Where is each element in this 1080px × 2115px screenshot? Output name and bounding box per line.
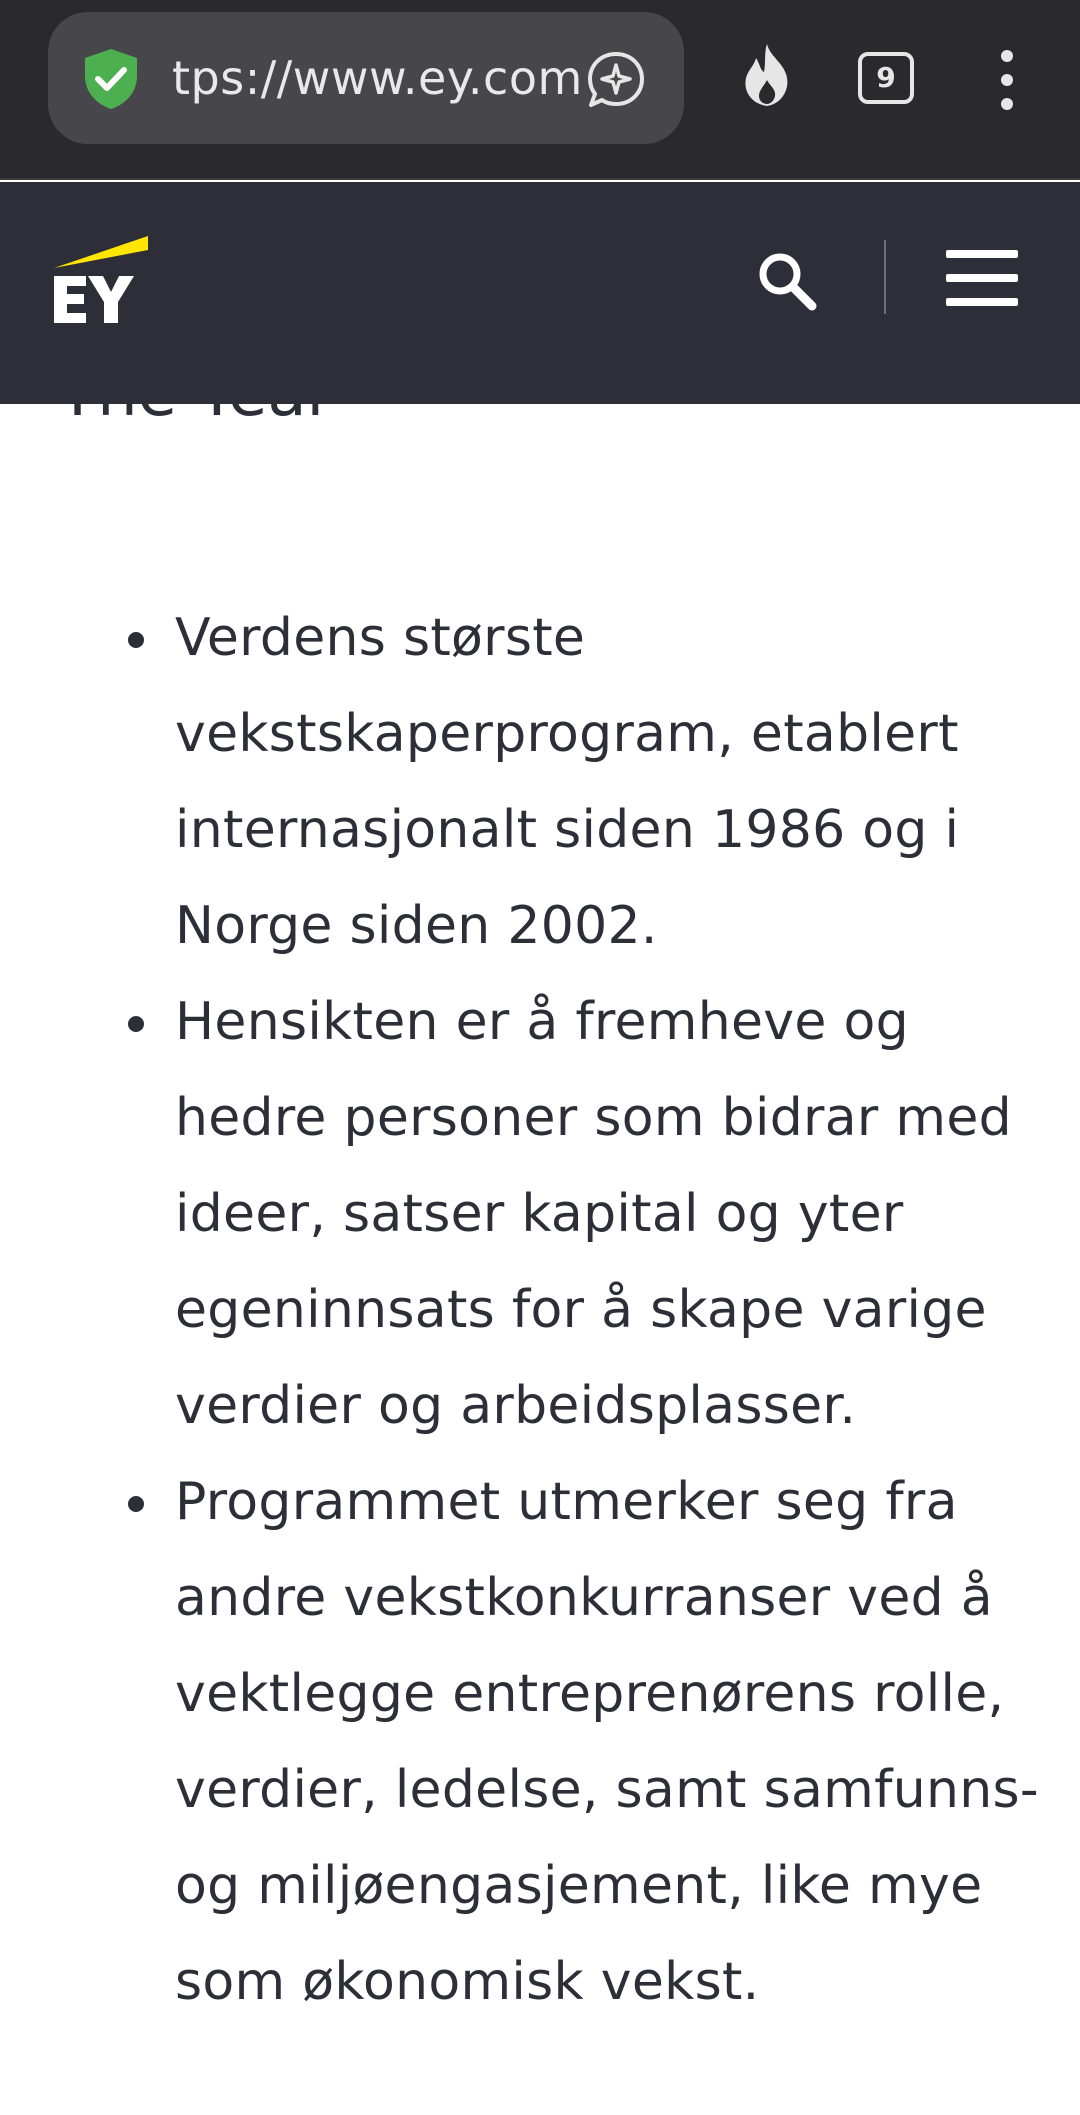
shield-check-icon[interactable] — [78, 46, 144, 112]
tab-count: 9 — [876, 61, 896, 94]
bullet-dot — [128, 1016, 144, 1032]
list-item — [0, 1454, 1080, 2030]
fire-icon[interactable] — [736, 42, 798, 108]
bullet-dot — [128, 1496, 144, 1512]
header-divider — [884, 240, 886, 314]
hamburger-menu-icon[interactable] — [946, 250, 1018, 306]
list-item-text: Hensikten er å fremheve og hedre personer som bidrar med ideer, satser kapital og yter egeninnsats for å skape varige verdier og arbeidsplasser. — [175, 992, 1012, 1436]
chat-sparkle-icon[interactable] — [584, 48, 648, 112]
tab-switcher-button[interactable] — [858, 52, 914, 104]
list-item-text: Verdens største vekstskaperprogram, etablert internasjonalt siden 1986 og i Norge siden 2002. — [175, 608, 960, 956]
address-bar[interactable] — [48, 12, 684, 144]
more-vert-icon[interactable] — [990, 48, 1024, 112]
section-heading: The Year — [58, 357, 333, 431]
url-text[interactable]: tps://www.ey.com — [172, 51, 583, 105]
list-item — [0, 974, 1080, 1454]
list-item-text: Programmet utmerker seg fra andre vekstkonkurranser ved å vektlegge entreprenørens rolle, verdier, ledelse, samt samfunns- og miljøengasjement, like mye som økonomisk vekst. — [175, 1472, 1039, 2012]
bullet-dot — [128, 632, 144, 648]
bullet-list — [0, 590, 1080, 2030]
main-content — [0, 357, 1080, 2115]
browser-toolbar — [0, 0, 1080, 180]
ey-logo[interactable] — [52, 234, 152, 334]
list-item — [0, 590, 1080, 974]
search-icon[interactable] — [756, 250, 818, 312]
